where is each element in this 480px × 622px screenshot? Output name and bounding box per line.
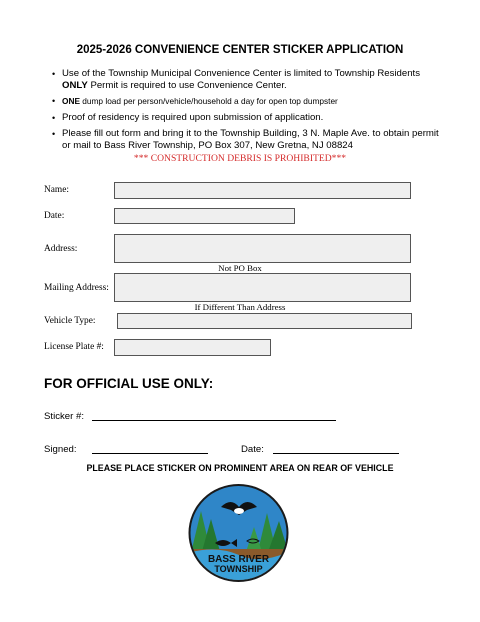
bullet-submission-info [52,128,472,152]
township-seal-graphic [187,483,290,583]
mailing-address-field[interactable] [114,273,411,302]
bullet-line: Use of the Township Municipal Convenience Center is limited to Township Residents [62,68,420,79]
vehicle-type-label: Vehicle Type: [44,316,96,326]
official-date-label: Date: [241,444,264,455]
name-field[interactable] [114,182,411,199]
bullet-text: Proof of residency is required upon submission of application. [62,112,324,123]
sticker-number-line[interactable] [92,420,336,421]
date-field[interactable] [114,208,295,224]
address-field[interactable] [114,234,411,263]
bullet-dot: • [52,129,56,139]
bullet-text: dump load per person/vehicle/household a day for open top dumpster [79,96,338,106]
bullet-dot: • [52,96,56,106]
bullet-line [62,80,462,92]
date-label: Date: [44,211,65,221]
sticker-number-label: Sticker #: [44,411,84,422]
bullet-one-load [52,95,462,107]
bullet-proof-residency [52,112,462,124]
bullet-residents-only [52,68,462,92]
bullet-line: or mail to Bass River Township, PO Box 307, New Gretna, NJ 08824 [62,140,353,151]
bird-body [234,508,244,514]
township-seal-logo [187,483,290,583]
seal-text-line2: TOWNSHIP [214,564,263,574]
bullet-text: Permit is required to use Convenience Center. [87,80,287,91]
sticker-placement-notice: PLEASE PLACE STICKER ON PROMINENT AREA ON REAR OF VEHICLE [86,463,394,473]
mailing-address-label: Mailing Address: [44,283,109,293]
bullet-dot: • [52,69,56,79]
page-title: 2025-2026 CONVENIENCE CENTER STICKER APPLICATION [76,44,404,56]
signed-label: Signed: [44,444,77,455]
official-date-line[interactable] [273,453,399,454]
bullet-dot: • [52,113,56,123]
emphasis: ONE [62,96,80,106]
seal-text-line1: BASS RIVER [207,554,270,565]
official-use-heading: FOR OFFICIAL USE ONLY: [44,376,214,391]
address-hint: Not PO Box [218,263,262,273]
emphasis: ONLY [62,80,88,91]
mailing-address-hint: If Different Than Address [194,302,286,312]
construction-debris-warning: *** CONSTRUCTION DEBRIS IS PROHIBITED*** [133,153,347,164]
bullet-line: Please fill out form and bring it to the Township Building, 3 N. Maple Ave. to obtain permit [62,128,439,139]
name-label: Name: [44,185,69,195]
license-plate-field[interactable] [114,339,271,356]
vehicle-type-field[interactable] [117,313,412,329]
signature-line[interactable] [92,453,208,454]
address-label: Address: [44,244,78,254]
license-plate-label: License Plate #: [44,342,104,352]
